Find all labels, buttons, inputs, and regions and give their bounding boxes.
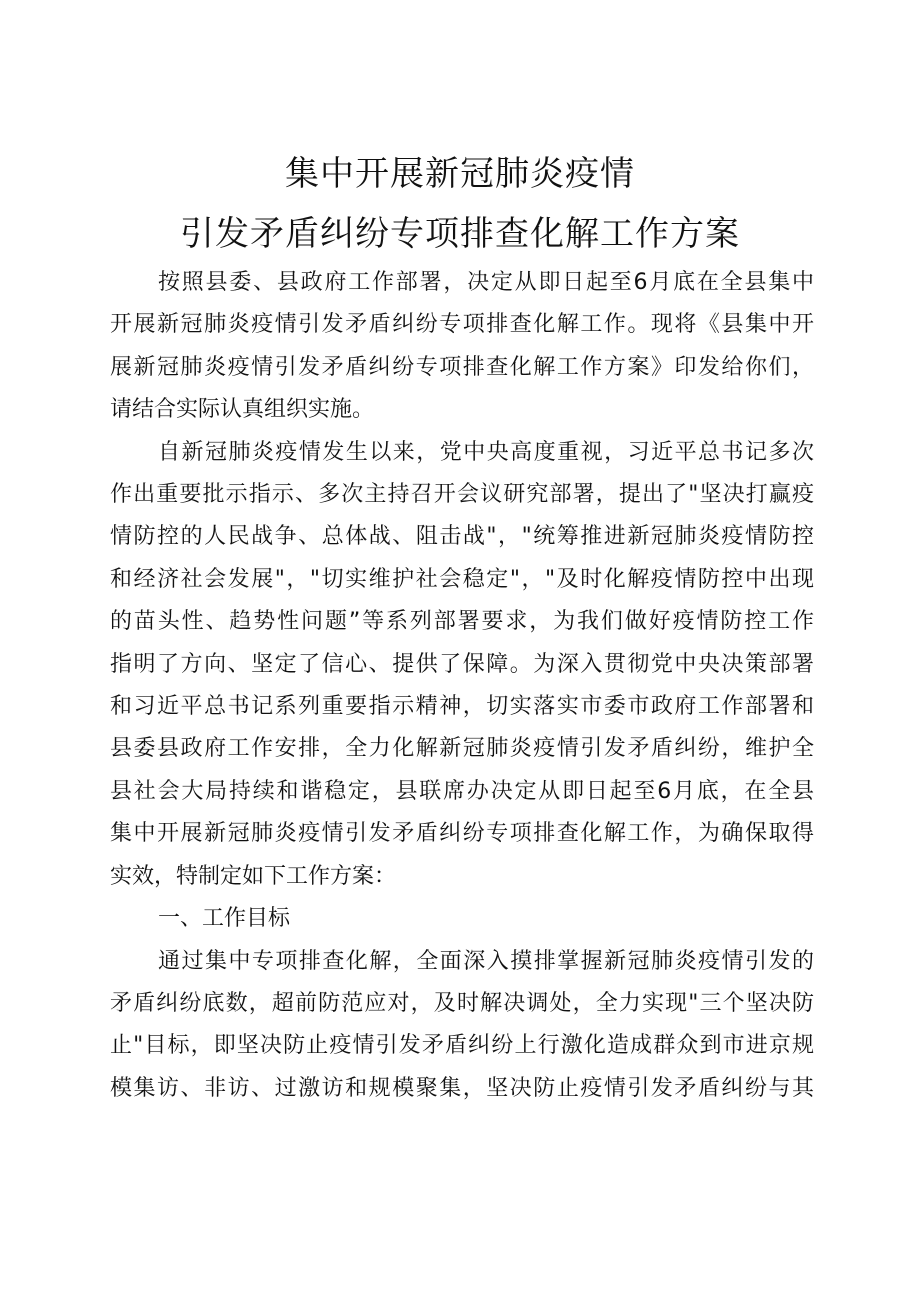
paragraph-line: 止"目标，即坚决防止疫情引发矛盾纠纷上行激化造成群众到市进京规 xyxy=(110,1033,814,1059)
paragraph-line: 开展新冠肺炎疫情引发矛盾纠纷专项排查化解工作。现将《县集中开 xyxy=(110,312,814,338)
paragraph-line: 和习近平总书记系列重要指示精神，切实落实市委市政府工作部署和 xyxy=(110,694,814,720)
paragraph-line: 请结合实际认真组织实施。 xyxy=(110,397,375,423)
section-heading-goals: 一、工作目标 xyxy=(158,906,291,932)
paragraph-line: 和经济社会发展"，"切实维护社会稳定"，"及时化解疫情防控中出现 xyxy=(110,566,814,592)
paragraph-2 xyxy=(110,432,814,898)
document-title-line-2: 引发矛盾纠纷专项排查化解工作方案 xyxy=(180,214,740,254)
paragraph-line: 县社会大局持续和谐稳定，县联席办决定从即日起至6月底，在全县 xyxy=(110,778,814,804)
paragraph-line: 作出重要批示指示、多次主持召开会议研究部署，提出了"坚决打赢疫 xyxy=(110,482,814,508)
paragraph-line: 按照县委、县政府工作部署，决定从即日起至6月底在全县集中 xyxy=(158,270,814,295)
paragraph-1 xyxy=(110,262,814,432)
paragraph-line: 情防控的人民战争、总体战、阻击战"，"统筹推进新冠肺炎疫情防控 xyxy=(110,524,814,550)
document-title-line-1: 集中开展新冠肺炎疫情 xyxy=(285,154,635,194)
paragraph-line: 指明了方向、坚定了信心、提供了保障。为深入贯彻党中央决策部署 xyxy=(110,651,814,677)
paragraph-line: 通过集中专项排查化解，全面深入摸排掌握新冠肺炎疫情引发的 xyxy=(158,948,814,974)
document-body xyxy=(110,262,814,1110)
paragraph-line: 的苗头性、趋势性问题”等系列部署要求，为我们做好疫情防控工作 xyxy=(110,609,814,635)
paragraph-line: 展新冠肺炎疫情引发矛盾纠纷专项排查化解工作方案》印发给你们， xyxy=(110,354,814,380)
paragraph-line: 自新冠肺炎疫情发生以来，党中央高度重视，习近平总书记多次 xyxy=(158,439,814,465)
paragraph-line: 县委县政府工作安排，全力化解新冠肺炎疫情引发矛盾纠纷，维护全 xyxy=(110,736,814,762)
paragraph-line: 实效，特制定如下工作方案： xyxy=(110,863,397,889)
paragraph-3 xyxy=(110,941,814,1111)
paragraph-line: 模集访、非访、过激访和规模聚集，坚决防止疫情引发矛盾纠纷与其 xyxy=(110,1075,814,1101)
paragraph-line: 矛盾纠纷底数，超前防范应对，及时解决调处，全力实现"三个坚决防 xyxy=(110,990,814,1016)
paragraph-line: 集中开展新冠肺炎疫情引发矛盾纠纷专项排查化解工作，为确保取得 xyxy=(110,821,814,847)
